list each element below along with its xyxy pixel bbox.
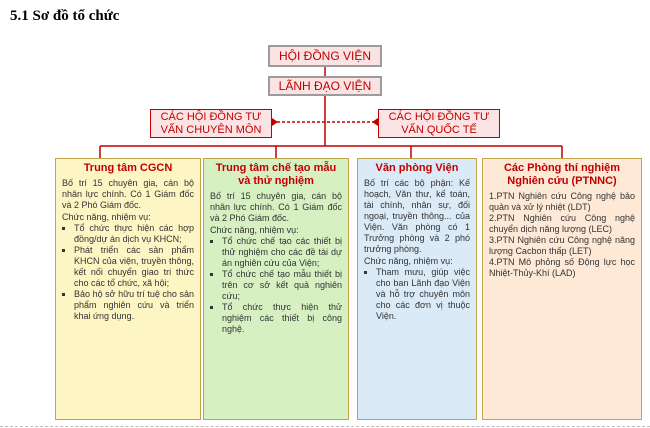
leadership-box [268,76,382,96]
lab-item: 4.PTN Mô phỏng số Động lực học Nhiệt-Thủy-Khí (LAD) [489,257,635,278]
unit-title: Trung tâm chế tạo mẫu và thử nghiệm [215,162,337,187]
unit-title: Các Phòng thí nghiệm Nghiên cứu (PTNNC) [503,162,621,187]
professional-council-box [150,109,272,138]
unit-cgcn-box [55,158,201,420]
unit-intro: Bố trí các bộ phận: Kế hoạch, Văn thư, kế toán, tài chính, nhân sự, đối ngoại, truyền thông... của Viện. Văn phòng có 1 Trưởng phòng và 2 phó trưởng phòng. [364,178,470,254]
lab-item: 2.PTN Nghiên cứu Công nghệ chuyển dịch năng lượng (LEC) [489,213,635,234]
unit-intro: Bố trí 15 chuyên gia, cán bộ nhân lực chính. Có 1 Giám đốc và 2 Phó Giám đốc. [62,178,194,210]
unit-title: Trung tâm CGCN [83,162,173,174]
council-left-line1: CÁC HỘI ĐỒNG TƯ [160,110,262,123]
unit-duties-list [62,223,194,322]
board-label: HỘI ĐỒNG VIỆN [278,49,371,63]
list-item: ▪ Phát triển các sản phẩm KHCN của viện, truyền thông, kết nối chuyển giao tri thức cho các tổ chức, xã hội; [74,245,194,289]
unit-prototype-box [203,158,349,420]
unit-duties-label: Chức năng, nhiệm vụ: [210,225,299,235]
unit-intro: Bố trí 15 chuyên gia, cán bộ nhân lực chính. Có 1 Giám đốc và 2 Phó Giám đốc. [210,191,342,223]
unit-duties-list [364,267,470,322]
unit-duties-list [210,236,342,335]
list-item: ▪ Tham mưu, giúp việc cho ban Lãnh đạo Viện và hỗ trợ chuyên môn cho các đơn vị thuộc Viện. [376,267,470,322]
council-left-line2: VẤN CHUYÊN MÔN [160,123,262,136]
council-right-line2: VẤN QUỐC TẾ [401,123,477,136]
list-item: ▪ Tổ chức chế tạo mẫu thiết bị trên cơ sở kết quả nghiên cứu; [222,269,342,302]
list-item: ▪ Tổ chức chế tạo các thiết bị thử nghiệm cho các đề tài dự án nghiên cứu của Viện; [222,236,342,269]
leadership-label: LÃNH ĐẠO VIỆN [278,79,372,93]
unit-duties-label: Chức năng, nhiệm vụ: [62,212,151,222]
lab-item: 1.PTN Nghiên cứu Công nghệ bảo quản và xử lý nhiệt (LDT) [489,191,635,212]
unit-duties-label: Chức năng, nhiệm vụ: [364,256,453,266]
unit-title: Văn phòng Viện [375,162,459,174]
list-item: ▪ Bảo hộ sở hữu trí tuệ cho sản phẩm nghiên cứu và triển khai ứng dụng. [74,289,194,322]
page-divider [0,426,650,427]
list-item: ▪ Tổ chức thực hiện các hợp đồng/dự án dịch vụ KHCN; [74,223,194,245]
page-heading: 5.1 Sơ đồ tổ chức [10,8,120,24]
board-box [268,45,382,67]
international-council-box [378,109,500,138]
unit-labs-box [482,158,642,420]
lab-item: 3.PTN Nghiên cứu Công nghệ năng lượng Cacbon thấp (LET) [489,235,635,256]
council-right-line1: CÁC HỘI ĐỒNG TƯ [388,110,490,123]
unit-office-box [357,158,477,420]
arrow-left-icon [272,118,278,126]
list-item: ▪ Tổ chức thực hiện thử nghiệm các thiết bị công nghệ. [222,302,342,335]
